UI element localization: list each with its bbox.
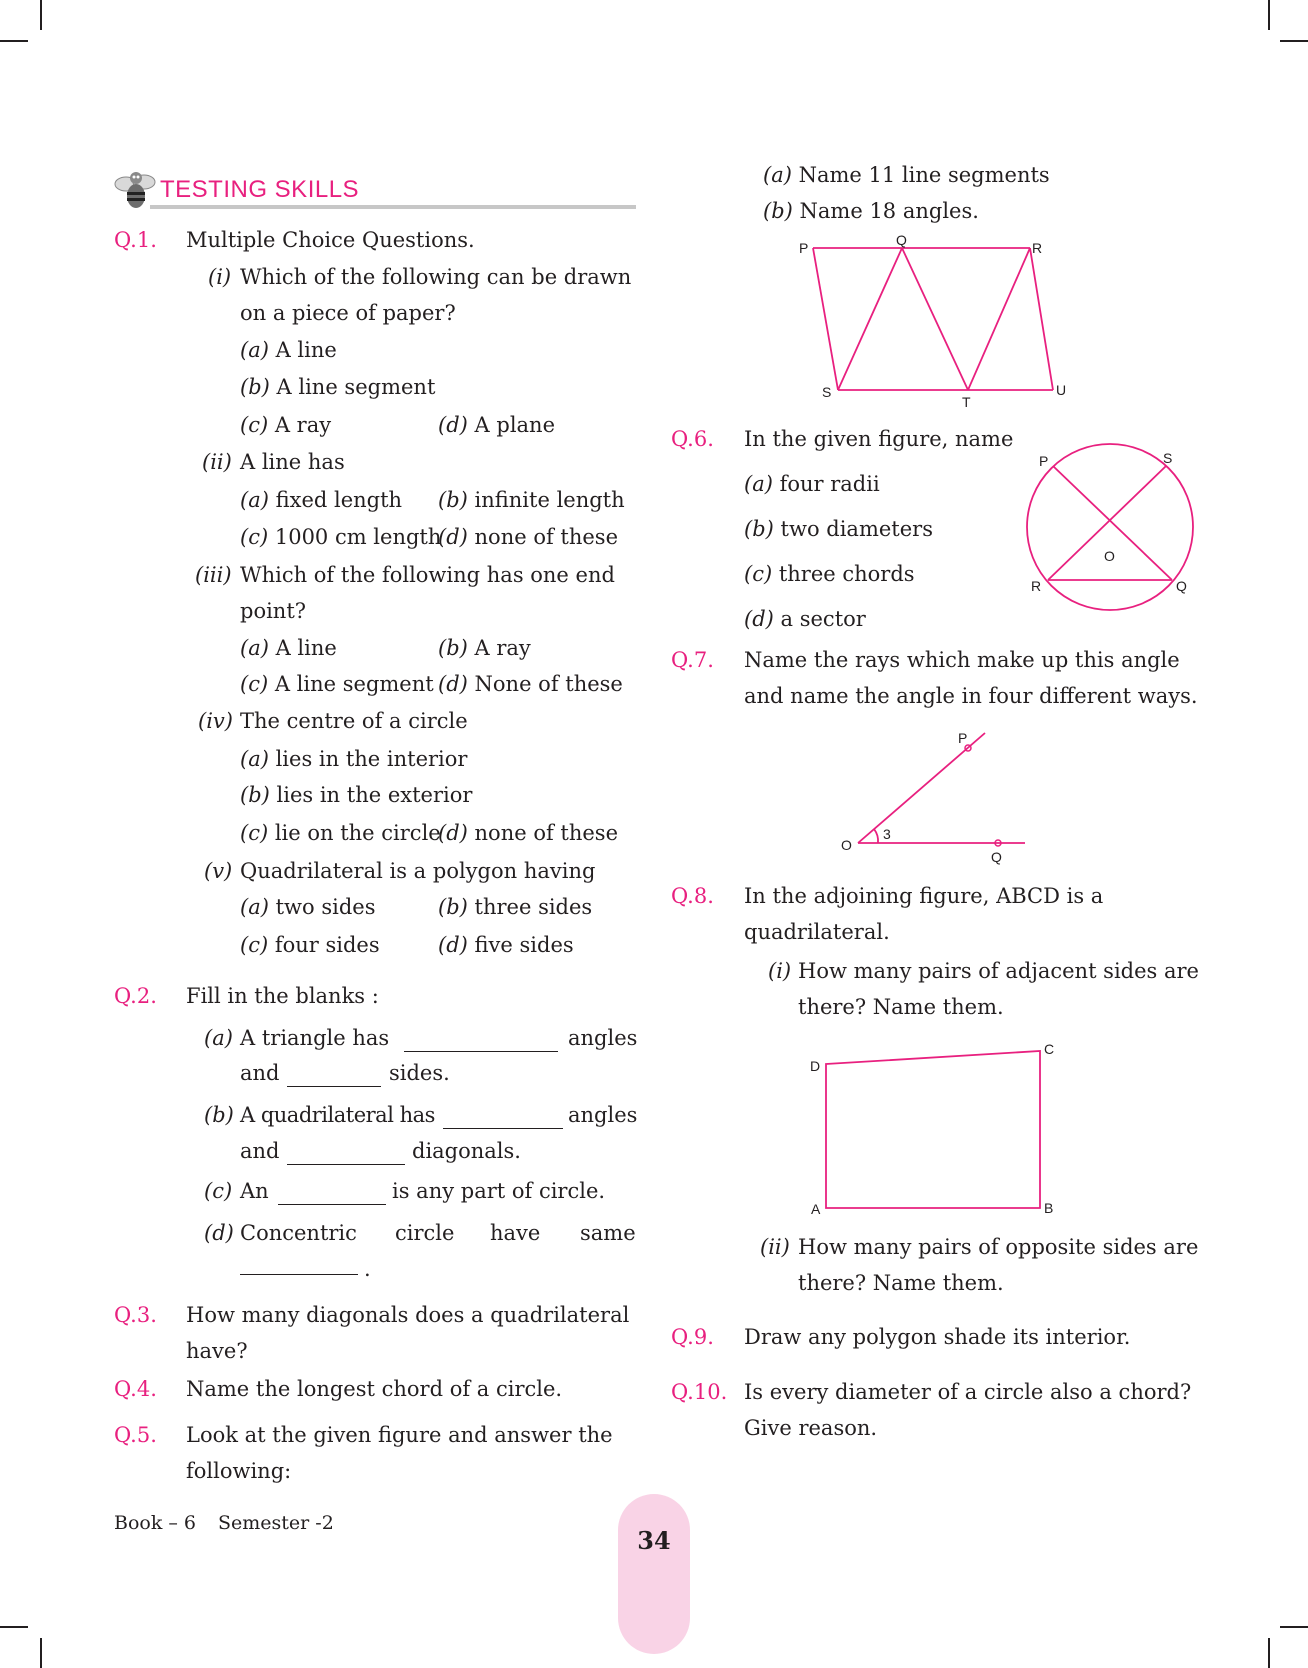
sub-text: there? Name them. [798, 995, 1004, 1019]
blank-text: is any part of circle. [392, 1179, 606, 1203]
section-title: TESTING SKILLS [160, 176, 360, 203]
question-text: Give reason. [744, 1416, 878, 1440]
question-text: Is every diameter of a circle also a chord? [744, 1380, 1192, 1404]
question-text: Look at the given figure and answer the [186, 1423, 613, 1447]
blank-text: A triangle has [240, 1026, 390, 1050]
question-number: Q.9. [671, 1325, 714, 1349]
blank-line[interactable] [287, 1068, 381, 1087]
blank-line[interactable] [240, 1256, 358, 1275]
question-text: In the adjoining figure, ABCD is a [744, 884, 1104, 908]
crop-mark [0, 1626, 28, 1628]
option: (d) A plane [438, 413, 556, 437]
option: (b) three sides [438, 895, 593, 919]
point-label: Q [991, 849, 1002, 865]
sub-text: point? [240, 599, 307, 623]
section-rule [150, 205, 636, 209]
sub-number: (iv) [198, 709, 233, 733]
blank-line[interactable] [278, 1186, 386, 1205]
crop-mark [1268, 0, 1270, 30]
sub-text: How many pairs of opposite sides are [798, 1235, 1199, 1259]
crop-mark [0, 40, 28, 42]
blank-text: An [240, 1179, 269, 1203]
blank-text: sides. [389, 1061, 450, 1085]
blank-text: angles [568, 1026, 638, 1050]
crop-mark [40, 0, 42, 30]
question-text: Draw any polygon shade its interior. [744, 1325, 1131, 1349]
figure-trapezium-zigzag [790, 230, 1080, 410]
angle-label: 3 [883, 826, 891, 842]
sub-number: (v) [204, 859, 233, 883]
point-label: A [811, 1201, 821, 1217]
option: (a) fixed length [240, 488, 403, 512]
question-number: Q.6. [671, 427, 714, 451]
question-text: Name the longest chord of a circle. [186, 1377, 563, 1401]
option: (a) four radii [744, 472, 880, 496]
sub-number: (b) [204, 1103, 234, 1127]
point-label: P [958, 730, 968, 746]
blank-text: and [240, 1139, 280, 1163]
sub-text: Quadrilateral is a polygon having [240, 859, 596, 883]
question-number: Q.8. [671, 884, 714, 908]
option: (d) none of these [438, 821, 619, 845]
point-label: R [1032, 240, 1043, 256]
footer-book: Book – 6 [114, 1512, 197, 1534]
question-number: Q.4. [114, 1377, 157, 1401]
sub-text: (b) Name 18 angles. [763, 199, 979, 223]
sub-number: (d) [204, 1221, 234, 1245]
figure-angle-poq [840, 725, 1040, 855]
blank-line[interactable] [404, 1033, 558, 1052]
question-number: Q.3. [114, 1303, 157, 1327]
question-text: How many diagonals does a quadrilateral [186, 1303, 630, 1327]
point-label: P [799, 240, 809, 256]
point-label: S [1163, 450, 1173, 466]
option: (c) four sides [240, 933, 380, 957]
point-label: U [1056, 382, 1067, 398]
option: (b) A ray [438, 636, 531, 660]
point-label: D [810, 1058, 821, 1074]
option: (c) 1000 cm length [240, 525, 442, 549]
question-number: Q.5. [114, 1423, 157, 1447]
blank-text: and [240, 1061, 280, 1085]
option: (c) lie on the circle [240, 821, 441, 845]
question-number: Q.7. [671, 648, 714, 672]
option: (d) None of these [438, 672, 623, 696]
blank-text: Concentric [240, 1221, 357, 1245]
page-number: 34 [637, 1526, 671, 1555]
sub-text: Which of the following can be drawn [240, 265, 632, 289]
question-number: Q.2. [114, 984, 157, 1008]
option: (a) A line [240, 338, 337, 362]
option: (b) lies in the exterior [240, 783, 473, 807]
sub-text: there? Name them. [798, 1271, 1004, 1295]
sub-text: A line has [240, 450, 345, 474]
option: (c) A ray [240, 413, 332, 437]
point-label: Q [896, 232, 907, 248]
point-label: T [962, 394, 971, 410]
question-text: have? [186, 1339, 248, 1363]
point-label: P [1039, 453, 1049, 469]
blank-text: diagonals. [412, 1139, 521, 1163]
point-label: C [1044, 1041, 1055, 1057]
crop-mark [1268, 1638, 1270, 1668]
crop-mark [40, 1638, 42, 1668]
blank-text: have [490, 1221, 541, 1245]
page-number-tab [618, 1494, 690, 1654]
sub-number: (i) [768, 959, 792, 983]
blank-text: angles [568, 1103, 638, 1127]
point-label: O [841, 837, 852, 853]
question-text: In the given figure, name [744, 427, 1014, 451]
blank-text: A quadrilateral has [240, 1103, 435, 1127]
option: (c) A line segment [240, 672, 434, 696]
question-text: quadrilateral. [744, 920, 890, 944]
sub-text: (a) Name 11 line segments [763, 163, 1050, 187]
option: (b) two diameters [744, 517, 933, 541]
blank-line[interactable] [287, 1146, 405, 1165]
crop-mark [1280, 1626, 1308, 1628]
point-label: R [1031, 578, 1042, 594]
point-label: S [822, 384, 832, 400]
point-label: O [1104, 548, 1115, 564]
option: (a) lies in the interior [240, 747, 468, 771]
option: (d) none of these [438, 525, 619, 549]
blank-line[interactable] [443, 1110, 563, 1129]
sub-number: (i) [208, 265, 232, 289]
question-text: Fill in the blanks : [186, 984, 379, 1008]
figure-quadrilateral-abcd [810, 1040, 1050, 1220]
sub-text: How many pairs of adjacent sides are [798, 959, 1199, 983]
footer-semester: Semester -2 [218, 1512, 334, 1534]
blank-text: circle [395, 1221, 455, 1245]
option: (a) two sides [240, 895, 376, 919]
question-text: following: [186, 1459, 292, 1483]
question-text: Multiple Choice Questions. [186, 228, 475, 252]
point-label: B [1044, 1200, 1054, 1216]
blank-text: same [580, 1221, 636, 1245]
question-text: Name the rays which make up this angle [744, 648, 1180, 672]
question-number: Q.10. [671, 1380, 728, 1404]
crop-mark [1280, 40, 1308, 42]
option: (b) A line segment [240, 375, 436, 399]
sub-number: (iii) [195, 563, 232, 587]
point-label: Q [1176, 578, 1187, 594]
option: (c) three chords [744, 562, 915, 586]
sub-number: (a) [204, 1026, 233, 1050]
question-number: Q.1. [114, 228, 157, 252]
option: (b) infinite length [438, 488, 625, 512]
sub-text: on a piece of paper? [240, 301, 456, 325]
option: (a) A line [240, 636, 337, 660]
sub-number: (c) [204, 1179, 233, 1203]
blank-text: . [364, 1257, 371, 1281]
sub-text: The centre of a circle [240, 709, 468, 733]
option: (d) five sides [438, 933, 574, 957]
sub-text: Which of the following has one end [240, 563, 615, 587]
option: (d) a sector [744, 607, 866, 631]
question-text: and name the angle in four different ways. [744, 684, 1198, 708]
sub-number: (ii) [202, 450, 232, 474]
sub-number: (ii) [760, 1235, 790, 1259]
